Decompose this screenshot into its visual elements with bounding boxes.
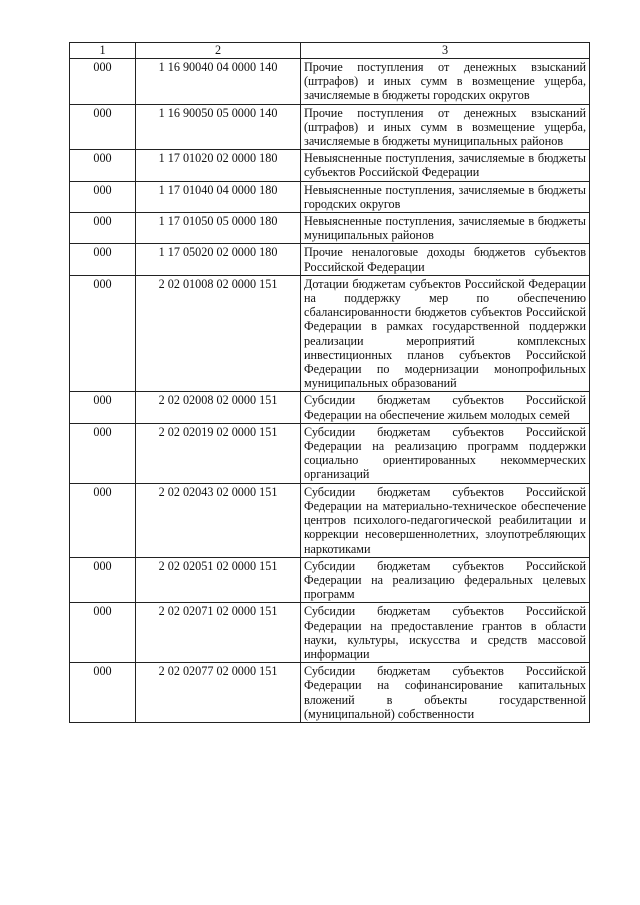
revenue-name-cell: Прочие неналоговые доходы бюджетов субъектов Российской Федерации: [301, 244, 590, 275]
table-row: [70, 213, 590, 244]
table-row: [70, 423, 590, 483]
revenue-name-cell: Субсидии бюджетам субъектов Российской Федерации на реализацию федеральных целевых программ: [301, 557, 590, 603]
table-row: [70, 150, 590, 181]
header-row: [70, 43, 590, 59]
admin-code-cell: 000: [70, 557, 136, 603]
budget-code-cell: 1 17 05020 02 0000 180: [136, 244, 301, 275]
revenue-name-cell: Субсидии бюджетам субъектов Российской Федерации на материально-техническое обеспечение центров психолого-педагогической реабилитации и коррекции несовершеннолетних, злоупотребляющих наркотиками: [301, 483, 590, 557]
budget-code-cell: 2 02 02077 02 0000 151: [136, 663, 301, 723]
admin-code-cell: 000: [70, 483, 136, 557]
budget-code-cell: 2 02 02051 02 0000 151: [136, 557, 301, 603]
revenue-name-cell: Прочие поступления от денежных взысканий (штрафов) и иных сумм в возмещение ущерба, зачисляемые в бюджеты городских округов: [301, 59, 590, 105]
table-row: [70, 483, 590, 557]
header-col-2: 2: [136, 43, 301, 59]
budget-code-cell: 2 02 01008 02 0000 151: [136, 275, 301, 392]
budget-code-cell: 2 02 02019 02 0000 151: [136, 423, 301, 483]
admin-code-cell: 000: [70, 392, 136, 423]
table-row: [70, 557, 590, 603]
budget-code-cell: 1 17 01040 04 0000 180: [136, 181, 301, 212]
revenue-name-cell: Невыясненные поступления, зачисляемые в бюджеты муниципальных районов: [301, 213, 590, 244]
budget-code-cell: 1 16 90040 04 0000 140: [136, 59, 301, 105]
table-row: [70, 104, 590, 150]
revenue-name-cell: Прочие поступления от денежных взысканий (штрафов) и иных сумм в возмещение ущерба, зачисляемые в бюджеты муниципальных районов: [301, 104, 590, 150]
table-row: [70, 181, 590, 212]
admin-code-cell: 000: [70, 603, 136, 663]
revenue-name-cell: Субсидии бюджетам субъектов Российской Федерации на софинансирование капитальных вложений в объекты государственной (муниципальной) собственности: [301, 663, 590, 723]
admin-code-cell: 000: [70, 423, 136, 483]
header-col-3: 3: [301, 43, 590, 59]
table-row: [70, 275, 590, 392]
table-body: [70, 59, 590, 723]
admin-code-cell: 000: [70, 663, 136, 723]
budget-code-cell: 1 17 01050 05 0000 180: [136, 213, 301, 244]
revenue-name-cell: Невыясненные поступления, зачисляемые в бюджеты субъектов Российской Федерации: [301, 150, 590, 181]
admin-code-cell: 000: [70, 104, 136, 150]
admin-code-cell: 000: [70, 244, 136, 275]
budget-code-cell: 1 17 01020 02 0000 180: [136, 150, 301, 181]
revenue-name-cell: Субсидии бюджетам субъектов Российской Федерации на предоставление грантов в области науки, культуры, искусства и средств массовой информации: [301, 603, 590, 663]
table-row: [70, 59, 590, 105]
revenue-name-cell: Субсидии бюджетам субъектов Российской Федерации на обеспечение жильем молодых семей: [301, 392, 590, 423]
table-row: [70, 244, 590, 275]
budget-classification-table: [69, 42, 590, 723]
table-row: [70, 603, 590, 663]
budget-code-cell: 2 02 02071 02 0000 151: [136, 603, 301, 663]
admin-code-cell: 000: [70, 181, 136, 212]
budget-code-cell: 2 02 02043 02 0000 151: [136, 483, 301, 557]
revenue-name-cell: Невыясненные поступления, зачисляемые в бюджеты городских округов: [301, 181, 590, 212]
admin-code-cell: 000: [70, 213, 136, 244]
admin-code-cell: 000: [70, 59, 136, 105]
header-col-1: 1: [70, 43, 136, 59]
table-row: [70, 392, 590, 423]
table-header: [70, 43, 590, 59]
revenue-name-cell: Дотации бюджетам субъектов Российской Федерации на поддержку мер по обеспечению сбалансированности бюджетов субъектов Российской Федерации в рамках государственной поддержки реализации мероприятий комплексных инвестиционных планов субъектов Российской Федерации по модернизации монопрофильных муниципальных образований: [301, 275, 590, 392]
budget-code-cell: 1 16 90050 05 0000 140: [136, 104, 301, 150]
budget-code-cell: 2 02 02008 02 0000 151: [136, 392, 301, 423]
table-row: [70, 663, 590, 723]
admin-code-cell: 000: [70, 275, 136, 392]
revenue-name-cell: Субсидии бюджетам субъектов Российской Федерации на реализацию программ поддержки социально ориентированных некоммерческих организаций: [301, 423, 590, 483]
admin-code-cell: 000: [70, 150, 136, 181]
